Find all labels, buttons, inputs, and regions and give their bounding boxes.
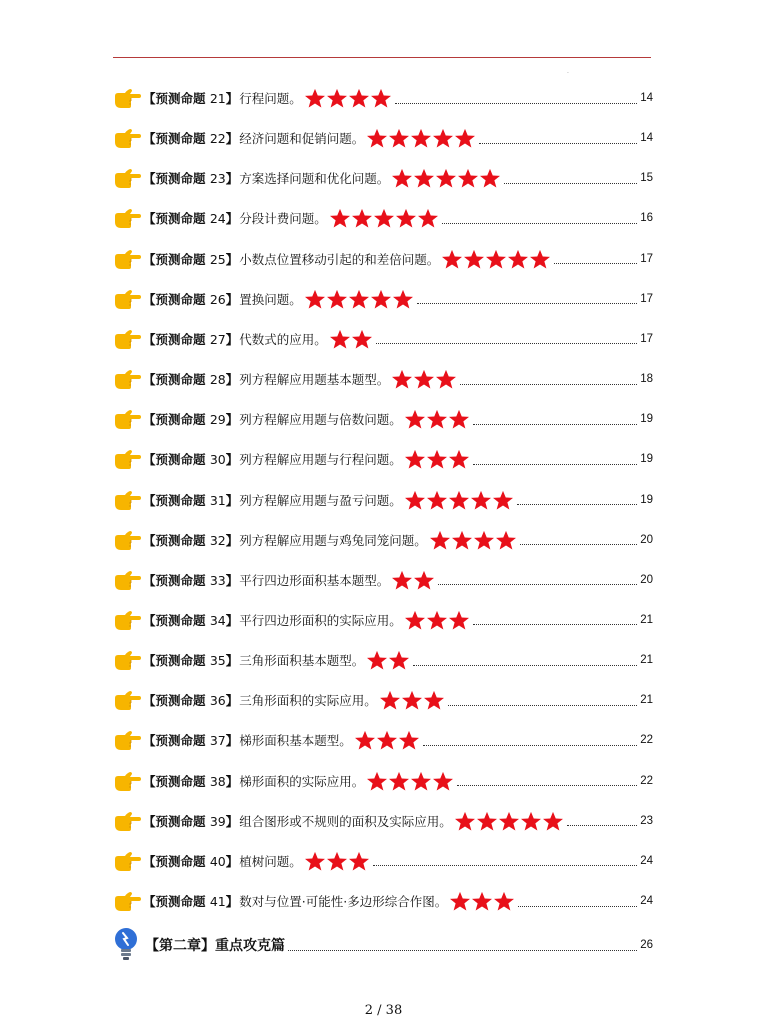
entry-prefix: 【预测命题 [143, 412, 210, 428]
star-rating [304, 851, 370, 871]
star-icon [395, 208, 417, 228]
star-rating [404, 449, 470, 469]
dot-leader [473, 464, 637, 465]
entry-label [143, 892, 238, 910]
entry-number: 36 [209, 693, 226, 709]
star-icon [529, 249, 551, 269]
dot-leader [442, 223, 637, 224]
star-rating [366, 128, 476, 148]
star-icon [370, 289, 392, 309]
entry-prefix: 【预测命题 [143, 894, 210, 909]
star-icon [304, 289, 326, 309]
entry-label [143, 330, 238, 348]
entry-title: 列方程解应用题与盈亏问题。 [239, 492, 402, 508]
star-rating [441, 249, 551, 269]
star-icon [426, 449, 448, 469]
star-icon [426, 490, 448, 510]
entry-prefix: 【预测命题 [143, 733, 210, 749]
pointing-hand-icon [113, 729, 141, 751]
pointing-hand-icon [113, 850, 141, 872]
star-icon [398, 730, 420, 750]
entry-suffix: 】 [225, 412, 239, 428]
entry-page-number: 18 [640, 373, 653, 386]
entry-title: 梯形面积基本题型。 [239, 733, 352, 749]
entry-prefix: 【预测命题 [143, 372, 210, 388]
star-icon [388, 128, 410, 148]
entry-number: 31 [209, 492, 226, 508]
entry-page-number: 17 [640, 332, 653, 345]
entry-suffix: 】 [225, 733, 239, 749]
star-icon [392, 289, 414, 309]
star-icon [348, 289, 370, 309]
entry-number: 24 [209, 211, 226, 227]
star-rating [454, 811, 564, 831]
entry-title: 列方程解应用题基本题型。 [239, 372, 390, 388]
toc-entry[interactable] [113, 888, 653, 914]
header-rule [113, 57, 651, 58]
entry-label [143, 531, 238, 549]
dot-leader [473, 624, 637, 625]
star-rating [304, 289, 414, 309]
star-icon [498, 811, 520, 831]
dot-leader [288, 950, 637, 951]
entry-page-number: 14 [640, 132, 653, 145]
entry-number: 30 [209, 452, 226, 468]
toc-entry[interactable] [113, 808, 653, 834]
star-icon [451, 530, 473, 550]
star-icon [463, 249, 485, 269]
star-icon [485, 249, 507, 269]
entry-number: 37 [209, 733, 226, 749]
dot-leader [373, 865, 637, 866]
star-rating [404, 490, 514, 510]
dot-leader [554, 263, 637, 264]
entry-suffix: 】 [225, 894, 239, 909]
entry-prefix: 【预测命题 [143, 251, 210, 267]
star-icon [354, 730, 376, 750]
entry-title: 行程问题。 [239, 91, 302, 106]
entry-label [143, 571, 238, 589]
entry-title: 数对与位置·可能性·多边形综合作图。 [239, 894, 448, 909]
pointing-hand-icon [113, 489, 141, 511]
star-icon [351, 208, 373, 228]
entry-page-number: 24 [640, 854, 653, 867]
entry-number: 25 [209, 251, 226, 267]
star-icon [401, 690, 423, 710]
pointing-hand-icon [113, 248, 141, 270]
entry-label [143, 852, 238, 870]
entry-title: 代数式的应用。 [239, 331, 327, 347]
entry-page-number: 20 [640, 533, 653, 546]
header-dot: · [567, 70, 569, 77]
pointing-hand-icon [113, 609, 141, 631]
entry-prefix: 【预测命题 [143, 572, 210, 588]
dot-leader [518, 906, 637, 907]
entry-title: 三角形面积的实际应用。 [239, 693, 377, 709]
star-rating [379, 690, 445, 710]
entry-number: 21 [209, 91, 226, 106]
star-icon [388, 771, 410, 791]
star-icon [473, 530, 495, 550]
entry-number: 33 [209, 572, 226, 588]
toc-entry[interactable] [113, 366, 653, 392]
entry-label [143, 370, 238, 388]
star-rating [391, 369, 457, 389]
entry-page-number: 19 [640, 493, 653, 506]
star-icon [329, 208, 351, 228]
dot-leader [517, 504, 637, 505]
entry-prefix: 【预测命题 [143, 612, 210, 628]
toc-entry[interactable] [113, 286, 653, 312]
entry-suffix: 】 [225, 91, 239, 106]
entry-label [143, 89, 238, 107]
entry-number: 38 [209, 773, 226, 789]
star-icon [410, 128, 432, 148]
entry-suffix: 】 [225, 131, 239, 147]
star-icon [542, 811, 564, 831]
star-icon [351, 329, 373, 349]
toc-entry[interactable] [113, 205, 653, 231]
toc-entry[interactable] [113, 768, 653, 794]
entry-prefix: 【预测命题 [143, 773, 210, 789]
star-icon [404, 409, 426, 429]
entry-label [143, 651, 238, 669]
star-icon [376, 730, 398, 750]
entry-label [143, 812, 238, 830]
star-rating [366, 771, 454, 791]
pointing-hand-icon [113, 448, 141, 470]
dot-leader [417, 303, 637, 304]
dot-leader [479, 143, 637, 144]
entry-title: 列方程解应用题与行程问题。 [239, 452, 402, 468]
pointing-hand-icon [113, 167, 141, 189]
pointing-hand-icon [113, 328, 141, 350]
star-icon [404, 449, 426, 469]
entry-title: 方案选择问题和优化问题。 [239, 171, 390, 187]
star-icon [495, 530, 517, 550]
star-icon [476, 811, 498, 831]
toc-entry[interactable] [113, 125, 653, 151]
star-icon [432, 128, 454, 148]
entry-page-number: 23 [640, 814, 653, 827]
pointing-hand-icon [113, 529, 141, 551]
page-indicator: 2 / 38 [364, 1003, 403, 1018]
entry-number: 34 [209, 612, 226, 628]
entry-title: 组合图形或不规则的面积及实际应用。 [239, 813, 452, 829]
star-icon [448, 409, 470, 429]
entry-title: 分段计费问题。 [239, 211, 327, 227]
entry-number: 29 [209, 412, 226, 428]
entry-number: 27 [209, 331, 226, 347]
star-icon [413, 570, 435, 590]
entry-page-number: 22 [640, 734, 653, 747]
star-icon [479, 168, 501, 188]
star-rating [391, 168, 501, 188]
entry-label [143, 290, 238, 308]
entry-page-number: 15 [640, 172, 653, 185]
toc-entry[interactable] [113, 727, 653, 753]
entry-page-number: 21 [640, 613, 653, 626]
entry-suffix: 】 [225, 492, 239, 508]
entry-page-number: 16 [640, 212, 653, 225]
star-icon [426, 610, 448, 630]
star-icon [326, 289, 348, 309]
star-icon [470, 490, 492, 510]
toc-chapter-entry[interactable] [113, 930, 653, 960]
entry-prefix: 【预测命题 [143, 532, 210, 548]
star-icon [454, 811, 476, 831]
entry-title: 平行四边形面积的实际应用。 [239, 612, 402, 628]
pointing-hand-icon [113, 569, 141, 591]
entry-prefix: 【预测命题 [143, 693, 210, 709]
star-rating [449, 891, 515, 911]
star-icon [379, 690, 401, 710]
star-icon [413, 369, 435, 389]
toc-entry[interactable] [113, 246, 653, 272]
entry-title: 植树问题。 [239, 853, 302, 869]
entry-label [143, 772, 238, 790]
toc-entry[interactable] [113, 567, 653, 593]
star-rating [329, 208, 439, 228]
entry-prefix: 【预测命题 [143, 813, 210, 829]
pointing-hand-icon [113, 127, 141, 149]
toc-entry[interactable] [113, 848, 653, 874]
entry-suffix: 】 [225, 773, 239, 789]
entry-title: 三角形面积基本题型。 [239, 653, 365, 669]
star-icon [520, 811, 542, 831]
entry-number: 26 [209, 291, 226, 307]
entry-suffix: 】 [225, 291, 239, 307]
star-rating [391, 570, 435, 590]
toc-entry[interactable] [113, 406, 653, 432]
star-rating [429, 530, 517, 550]
entry-number: 28 [209, 372, 226, 388]
entry-label [143, 209, 238, 227]
toc-entry[interactable] [113, 687, 653, 713]
entry-page-number: 24 [640, 895, 653, 907]
entry-suffix: 】 [225, 331, 239, 347]
star-icon [366, 128, 388, 148]
star-icon [329, 329, 351, 349]
chapter-title: 【第二章】重点攻克篇 [145, 938, 285, 955]
star-icon [493, 891, 515, 911]
star-icon [326, 88, 348, 108]
entry-suffix: 】 [225, 572, 239, 588]
entry-suffix: 】 [225, 532, 239, 548]
entry-page-number: 21 [640, 654, 653, 667]
star-icon [423, 690, 445, 710]
star-icon [326, 851, 348, 871]
star-rating [329, 329, 373, 349]
entry-page-number: 20 [640, 573, 653, 586]
star-icon [507, 249, 529, 269]
dot-leader [448, 705, 637, 706]
star-icon [417, 208, 439, 228]
dot-leader [376, 343, 637, 344]
toc-entry[interactable] [113, 165, 653, 191]
entry-number: 23 [209, 171, 226, 187]
star-rating [354, 730, 420, 750]
star-icon [404, 490, 426, 510]
entry-number: 39 [209, 813, 226, 829]
dot-leader [567, 825, 637, 826]
star-icon [404, 610, 426, 630]
star-icon [348, 88, 370, 108]
dot-leader [473, 424, 637, 425]
entry-number: 32 [209, 532, 226, 548]
pointing-hand-icon [113, 288, 141, 310]
entry-suffix: 】 [225, 813, 239, 829]
entry-label [143, 250, 238, 268]
toc-entry[interactable] [113, 85, 653, 111]
entry-prefix: 【预测命题 [143, 492, 210, 508]
star-icon [370, 88, 392, 108]
pointing-hand-icon [113, 890, 141, 912]
entry-title: 置换问题。 [239, 291, 302, 307]
star-icon [457, 168, 479, 188]
entry-label [143, 611, 238, 629]
star-icon [426, 409, 448, 429]
entry-suffix: 】 [225, 251, 239, 267]
entry-prefix: 【预测命题 [143, 653, 210, 669]
star-icon [373, 208, 395, 228]
star-icon [304, 88, 326, 108]
entry-title: 梯形面积的实际应用。 [239, 773, 365, 789]
pointing-hand-icon [113, 207, 141, 229]
lightbulb-icon [113, 927, 139, 961]
entry-title: 经济问题和促销问题。 [239, 131, 365, 147]
entry-number: 41 [209, 894, 226, 909]
toc-entry[interactable] [113, 527, 653, 553]
entry-title: 小数点位置移动引起的和差倍问题。 [239, 251, 440, 267]
entry-prefix: 【预测命题 [143, 131, 210, 147]
star-icon [304, 851, 326, 871]
star-icon [366, 650, 388, 670]
entry-prefix: 【预测命题 [143, 853, 210, 869]
entry-number: 35 [209, 653, 226, 669]
entry-page-number: 17 [640, 252, 653, 265]
entry-title: 平行四边形面积基本题型。 [239, 572, 390, 588]
pointing-hand-icon [113, 368, 141, 390]
entry-label [143, 491, 238, 509]
dot-leader [423, 745, 637, 746]
entry-prefix: 【预测命题 [143, 171, 210, 187]
dot-leader [413, 665, 637, 666]
entry-label [143, 691, 238, 709]
star-icon [448, 610, 470, 630]
pointing-hand-icon [113, 810, 141, 832]
star-icon [449, 891, 471, 911]
entry-page-number: 17 [640, 292, 653, 305]
dot-leader [520, 544, 637, 545]
entry-prefix: 【预测命题 [143, 452, 210, 468]
entry-suffix: 】 [225, 452, 239, 468]
toc-entry[interactable] [113, 487, 653, 513]
star-icon [441, 249, 463, 269]
entry-label [143, 169, 238, 187]
dot-leader [395, 103, 637, 104]
entry-page-number: 19 [640, 413, 653, 426]
entry-title: 列方程解应用题与鸡兔同笼问题。 [239, 532, 427, 548]
pointing-hand-icon [113, 689, 141, 711]
pointing-hand-icon [113, 649, 141, 671]
star-icon [391, 369, 413, 389]
entry-title: 列方程解应用题与倍数问题。 [239, 412, 402, 428]
star-icon [388, 650, 410, 670]
entry-page-number: 22 [640, 774, 653, 787]
star-icon [413, 168, 435, 188]
star-icon [448, 490, 470, 510]
star-icon [454, 128, 476, 148]
entry-suffix: 】 [225, 211, 239, 227]
entry-label [143, 450, 238, 468]
star-icon [391, 570, 413, 590]
dot-leader [438, 584, 637, 585]
star-icon [410, 771, 432, 791]
toc-entry[interactable] [113, 326, 653, 352]
entry-label [143, 129, 238, 147]
star-icon [432, 771, 454, 791]
dot-leader [457, 785, 637, 786]
entry-number: 22 [209, 131, 226, 147]
entry-suffix: 】 [225, 372, 239, 388]
pointing-hand-icon [113, 408, 141, 430]
dot-leader [460, 384, 637, 385]
star-rating [366, 650, 410, 670]
entry-label [143, 410, 238, 428]
entry-number: 40 [209, 853, 226, 869]
toc-entry[interactable] [113, 647, 653, 673]
star-rating [304, 88, 392, 108]
entry-suffix: 】 [225, 653, 239, 669]
toc-entry[interactable] [113, 446, 653, 472]
star-icon [429, 530, 451, 550]
star-icon [391, 168, 413, 188]
star-icon [448, 449, 470, 469]
entry-suffix: 】 [225, 853, 239, 869]
entry-prefix: 【预测命题 [143, 211, 210, 227]
entry-prefix: 【预测命题 [143, 331, 210, 347]
toc-entry[interactable] [113, 607, 653, 633]
entry-page-number: 19 [640, 453, 653, 466]
star-rating [404, 409, 470, 429]
star-icon [471, 891, 493, 911]
entry-suffix: 】 [225, 693, 239, 709]
pointing-hand-icon [113, 770, 141, 792]
entry-page-number: 21 [640, 694, 653, 707]
pointing-hand-icon [113, 87, 141, 109]
star-icon [366, 771, 388, 791]
star-icon [435, 369, 457, 389]
chapter-page-number: 26 [640, 939, 653, 952]
entry-prefix: 【预测命题 [143, 291, 210, 307]
star-icon [492, 490, 514, 510]
entry-prefix: 【预测命题 [143, 91, 210, 106]
entry-page-number: 14 [640, 92, 653, 104]
star-icon [435, 168, 457, 188]
dot-leader [504, 183, 637, 184]
star-rating [404, 610, 470, 630]
entry-label [143, 731, 238, 749]
entry-suffix: 】 [225, 612, 239, 628]
entry-suffix: 】 [225, 171, 239, 187]
star-icon [348, 851, 370, 871]
